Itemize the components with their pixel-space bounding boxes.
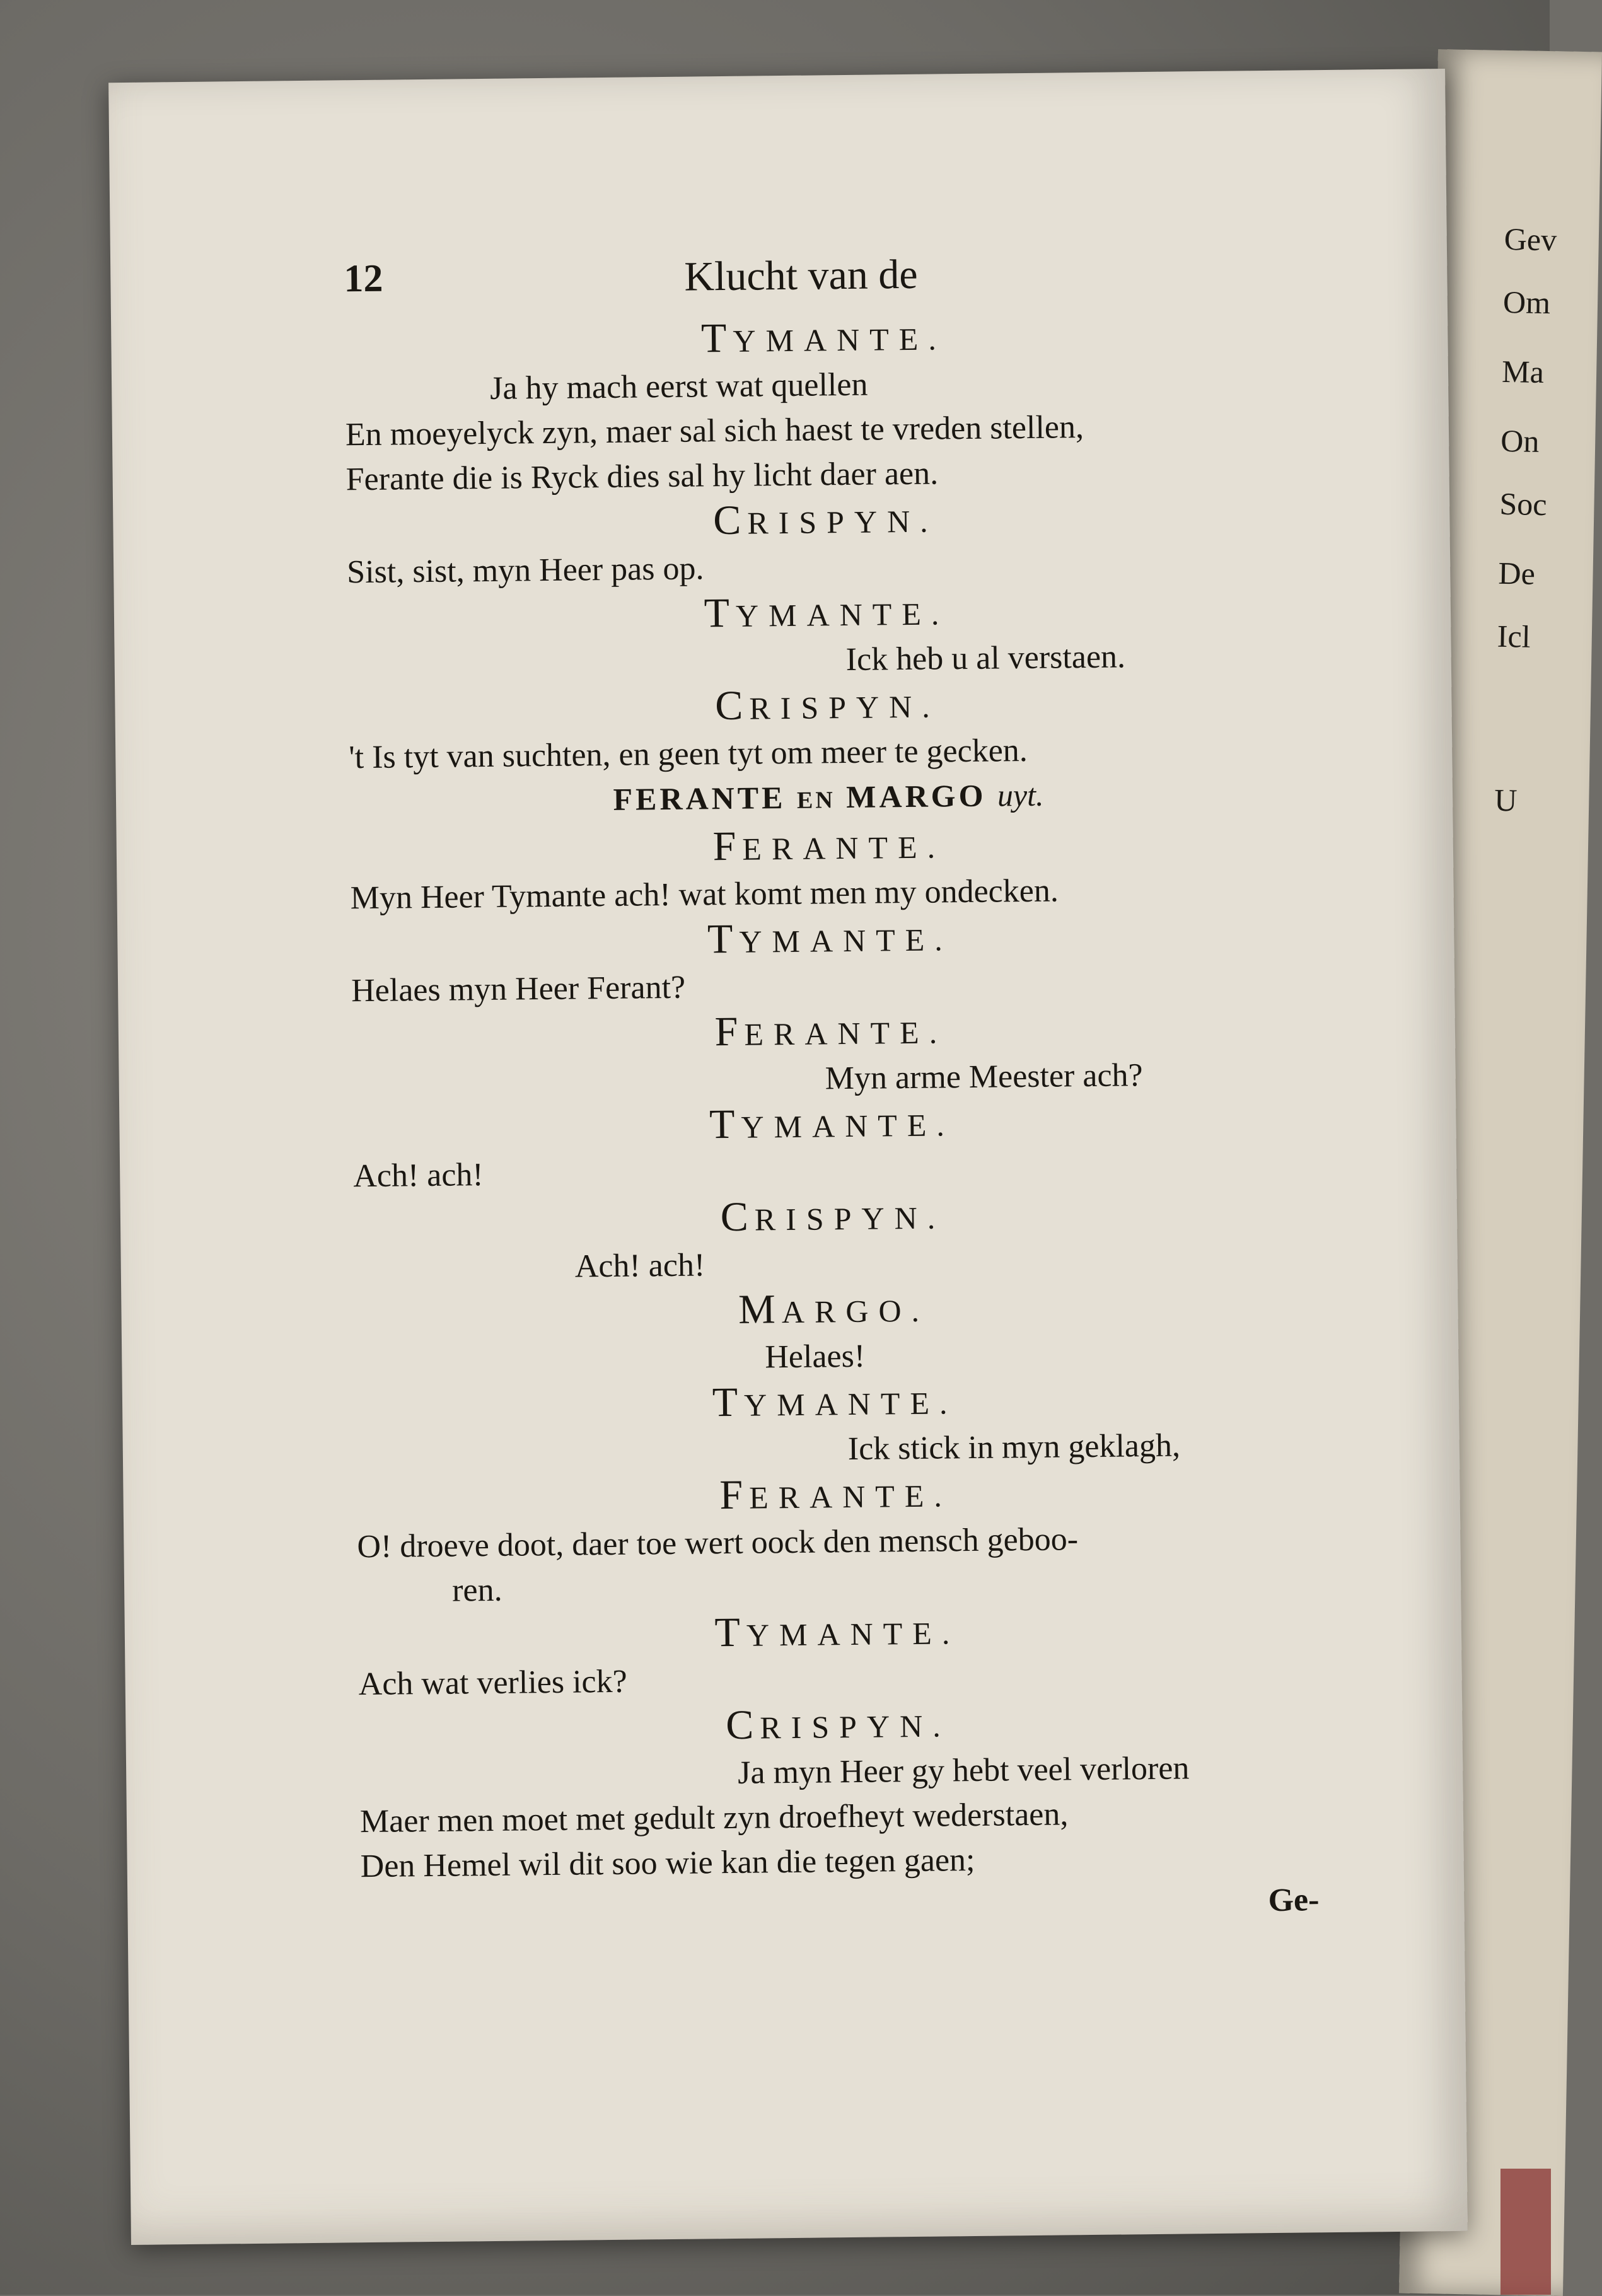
speaker-rest: YMANTE. xyxy=(741,1107,955,1145)
speaker-rest: ERANTE. xyxy=(744,1014,948,1052)
speaker-rest: RISPYN. xyxy=(754,1200,946,1238)
facing-page-fragment: Om xyxy=(1502,284,1551,321)
speaker-initial: C xyxy=(714,682,750,729)
speaker-rest: RISPYN. xyxy=(747,503,938,541)
speaker-initial: F xyxy=(712,823,743,870)
play-text xyxy=(344,310,1319,1889)
speaker-rest: YMANTE. xyxy=(743,1385,958,1423)
speaker-rest: ERANTE. xyxy=(748,1478,953,1516)
verse-line: Myn arme Meester ach? xyxy=(825,1057,1143,1097)
facing-page-fragment: U xyxy=(1494,782,1518,818)
speaker-initial: T xyxy=(712,1379,745,1426)
speaker-rest: RISPYN. xyxy=(749,688,941,726)
verse-line: Ach! ach! xyxy=(574,1247,705,1285)
speaker-initial: C xyxy=(712,497,748,544)
speaker-initial: F xyxy=(714,1008,745,1055)
verse-line: Ick heb u al verstaen. xyxy=(845,639,1126,678)
stage-direction-part: MARGO xyxy=(845,777,987,815)
facing-page-fragment: Ma xyxy=(1501,353,1545,390)
verse-line: ren. xyxy=(451,1572,502,1609)
facing-page-fragment: On xyxy=(1500,422,1540,459)
verse-line: 't Is tyt van suchten, en geen tyt om meer te gecken. xyxy=(349,732,1028,776)
speaker-initial: M xyxy=(738,1286,782,1333)
page-text-block xyxy=(344,228,1320,1928)
verse-line: Maer men moet met gedult zyn droefheyt wederstaen, xyxy=(359,1796,1069,1840)
verse-line: Helaes! xyxy=(765,1338,866,1376)
verse-line: Ach wat verlies ick? xyxy=(358,1663,627,1703)
speaker-initial: T xyxy=(707,915,740,963)
stage-direction-part: FERANTE xyxy=(613,780,786,817)
verse-line: Ferante die is Ryck dies sal hy licht daer aen. xyxy=(345,455,939,498)
facing-page-fragment: Soc xyxy=(1499,485,1547,523)
verse-line: Ja hy mach eerst wat quellen xyxy=(489,366,868,407)
page-number: 12 xyxy=(344,257,383,301)
speaker-rest: YMANTE. xyxy=(733,321,947,359)
facing-page-fragment: Gev xyxy=(1504,221,1557,258)
verse-line: Den Hemel wil dit soo wie kan die tegen gaen; xyxy=(360,1841,975,1885)
stage-direction-part: uyt. xyxy=(997,777,1044,813)
verse-line: Ja myn Heer gy hebt veel verloren xyxy=(737,1750,1190,1791)
verse-line: Ach! ach! xyxy=(352,1157,484,1195)
running-head: Klucht van de xyxy=(683,251,918,300)
speaker-rest: ARGO. xyxy=(781,1292,930,1330)
verse-line: En moeyelyck zyn, maer sal sich haest te vreden stellen, xyxy=(345,409,1084,453)
verse-line: Helaes myn Heer Ferant? xyxy=(351,969,686,1009)
verse-line: Ick stick in myn geklagh, xyxy=(847,1427,1181,1468)
speaker-initial: F xyxy=(719,1471,750,1519)
book-page xyxy=(108,69,1468,2245)
page-header xyxy=(344,228,1303,320)
speaker-rest: YMANTE. xyxy=(735,596,949,634)
speaker-initial: C xyxy=(725,1702,760,1749)
speaker-initial: T xyxy=(704,589,736,637)
book-binding xyxy=(1500,2169,1551,2295)
speaker-initial: T xyxy=(700,315,733,362)
verse-line: Sist, sist, myn Heer pas op. xyxy=(346,550,704,591)
speaker-rest: ERANTE. xyxy=(742,829,946,867)
speaker-rest: RISPYN. xyxy=(760,1708,951,1746)
speaker-initial: C xyxy=(720,1193,755,1241)
speaker-rest: YMANTE. xyxy=(746,1615,960,1653)
stage-direction-part: EN xyxy=(796,787,836,814)
verse-line: Myn Heer Tymante ach! wat komt men my ondecken. xyxy=(350,873,1059,917)
speaker-initial: T xyxy=(709,1101,741,1148)
speaker-rest: YMANTE. xyxy=(739,922,953,960)
verse-line: O! droeve doot, daer toe wert oock den mensch geboo- xyxy=(357,1521,1079,1565)
catchword: Ge- xyxy=(1268,1882,1320,1919)
facing-page-fragment: De xyxy=(1498,555,1536,591)
speaker-initial: T xyxy=(714,1609,747,1656)
facing-page-fragment: Icl xyxy=(1497,618,1531,654)
